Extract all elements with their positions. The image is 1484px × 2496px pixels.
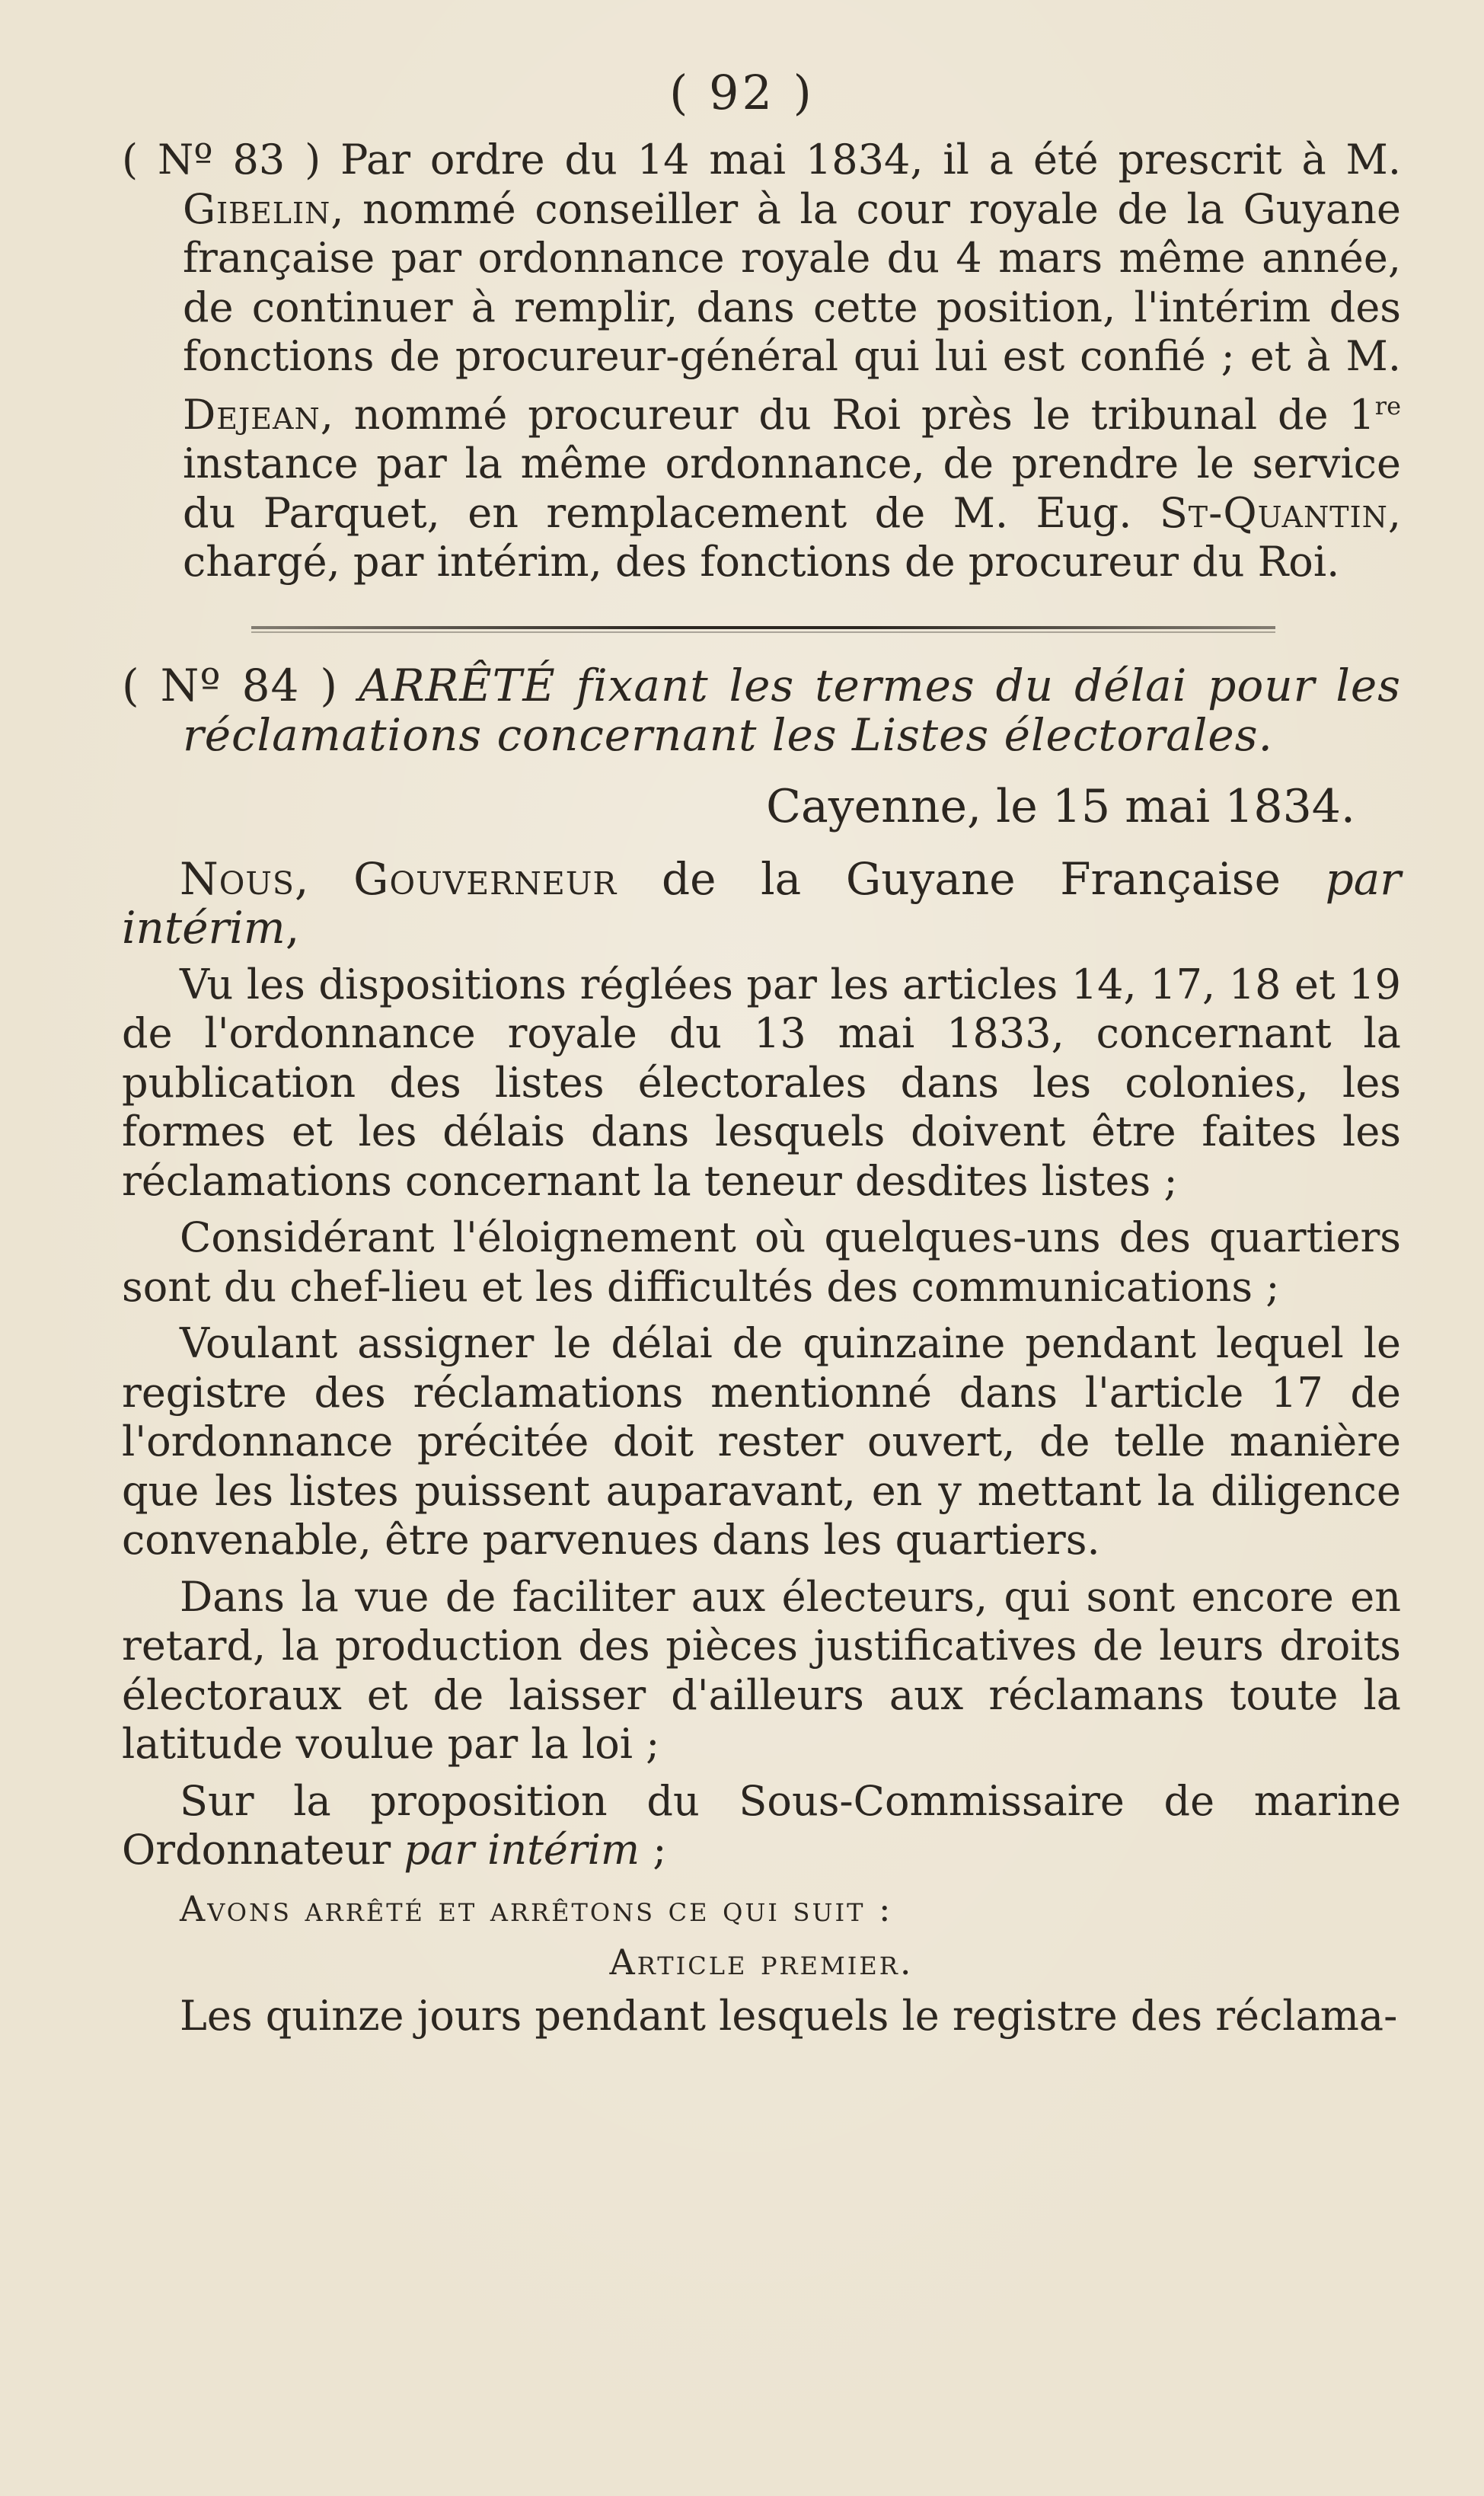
notice-83-paragraph: ( Nº 83 ) Par ordre du 14 mai 1834, il a été prescrit à M. Gibelin, nommé conseiller à la cour royale de la Guyane française par ordonnance royale du 4 mars même année, de continuer à remplir, dans cette position, l'intérim des fonctions de procureur-général qui lui est confié ; et à M. Dejean, nommé procureur du Roi près le tribunal de 1re instance par la même ordonnance, de prendre le service du Parquet, en remplacement de M. Eug. St-Quantin, chargé, par intérim, des fonctions de procureur du Roi. <box>122 136 1401 586</box>
arrete-title: ARRÊTÉ <box>359 660 556 711</box>
separator-rule-thin <box>251 631 1275 633</box>
page-number: ( 92 ) <box>669 65 815 120</box>
paragraph-voulant: Voulant assigner le délai de quinzaine pendant lequel le registre des réclamations mentionné dans l'article 17 de l'ordonnance précitée doit rester ouvert, de telle manière que les listes puissent auparavant, en y mettant la diligence convenable, être parvenues dans les quartiers. <box>122 1319 1401 1564</box>
place-date: Cayenne, le 15 mai 1834. <box>766 780 1355 833</box>
paragraph-last: Les quinze jours pendant lesquels le registre des réclama- <box>180 1991 1398 2040</box>
paragraph-sur-proposition: Sur la proposition du Sous-Commissaire de marine Ordonnateur par intérim ; <box>122 1776 1401 1874</box>
ordinal-superscript: re <box>1374 391 1401 420</box>
notice-84-number: ( Nº 84 ) <box>122 660 339 711</box>
person-name-gibelin: Gibelin <box>183 184 331 233</box>
paragraph-dans: Dans la vue de faciliter aux électeurs, qui sont encore en retard, la production des pièces justificatives de leurs droits électoraux et de laisser d'ailleurs aux réclamans toute la latitude voulue par la loi ; <box>122 1572 1401 1768</box>
paragraph-vu: Vu les dispositions réglées par les articles 14, 17, 18 et 19 de l'ordonnance royale du 13 mai 1833, concernant la publication des listes électorales dans les colonies, les formes et les délais dans lesquels doivent être faites les réclamations concernant la teneur desdites listes ; <box>122 960 1401 1205</box>
notice-84 <box>122 661 1401 2041</box>
arrete-subtitle: fixant les termes du délai pour les réclamations concernant les Listes électorales. <box>183 660 1402 761</box>
arrete-heading <box>122 661 1401 759</box>
article-heading: Article premier. <box>609 1942 914 1983</box>
separator-rule <box>251 626 1275 629</box>
avons-arrete: Avons arrêté et arrêtons ce qui suit : <box>180 1887 893 1929</box>
person-name-dejean: Dejean <box>183 390 321 439</box>
paragraph-considerant: Considérant l'éloignement où quelques-uns des quartiers sont du chef-lieu et les difficultés des communications ; <box>122 1213 1401 1311</box>
notice-83-number: ( Nº 83 ) <box>122 136 321 184</box>
person-name-st-quantin: St-Quantin <box>1159 488 1388 537</box>
notice-83 <box>122 136 1401 587</box>
preamble: Nous, Gouverneur de la Guyane Française par intérim, <box>122 852 1402 954</box>
